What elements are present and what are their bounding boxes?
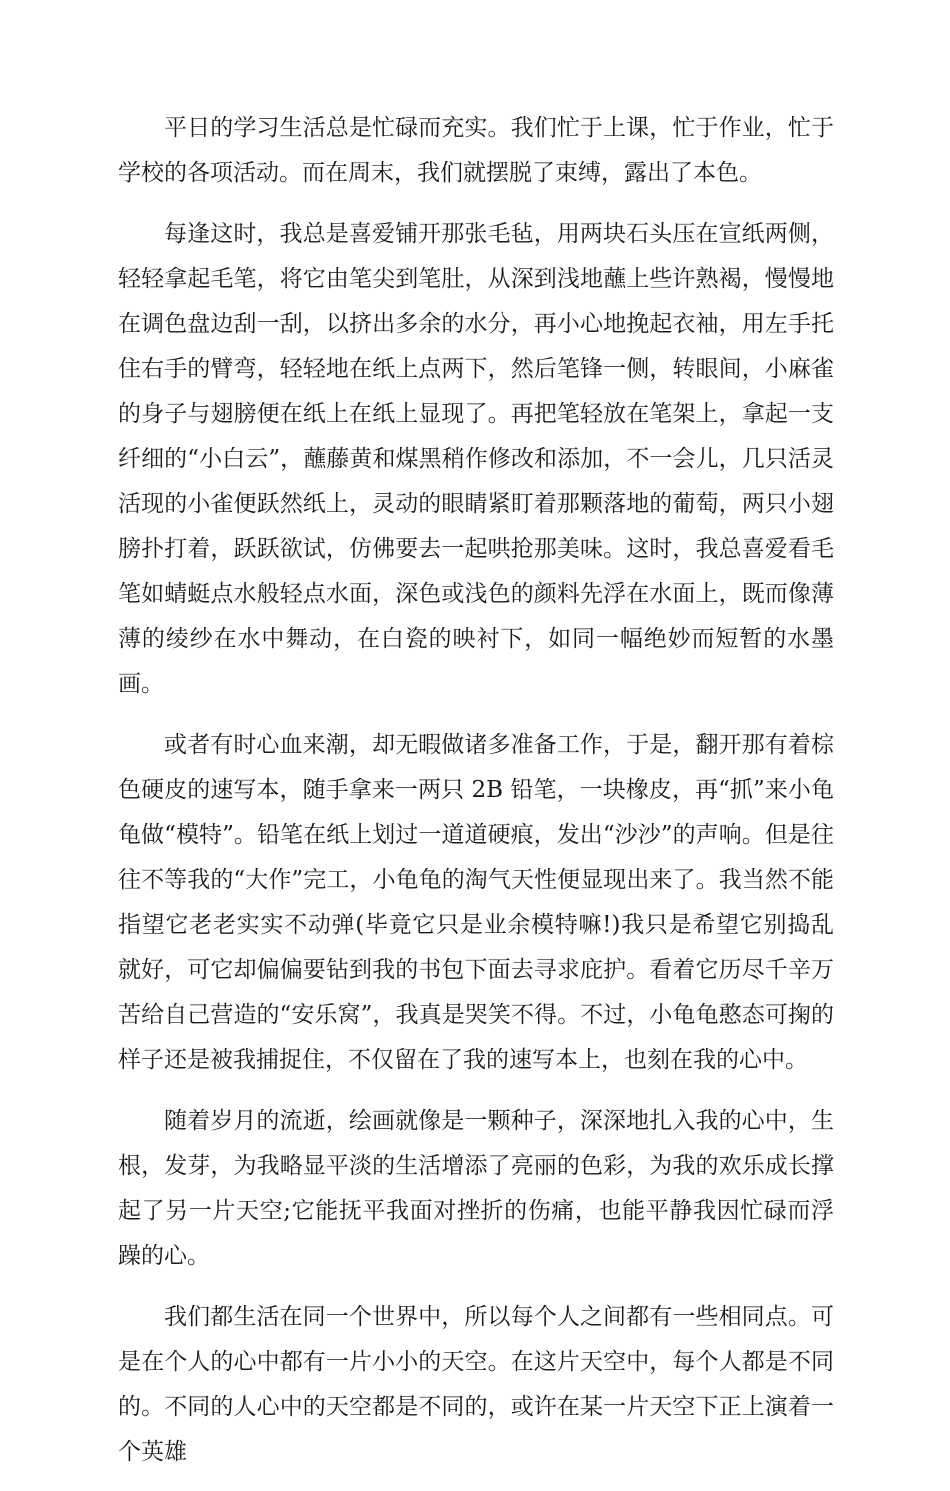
paragraph: 或者有时心血来潮，却无暇做诸多准备工作，于是，翻开那有着棕色硬皮的速写本，随手拿来一两只 2B 铅笔，一块橡皮，再“抓”来小龟龟做“模特”。铅笔在纸上划过一道道硬痕，发出“沙沙”的声响。但是往往不等我的“大作”完工，小龟龟的淘气天性便显现出来了。我当然不能指望它老老实实不动弹(毕竟它只是业余模特嘛!)我只是希望它别捣乱就好，可它却偏偏要钻到我的书包下面去寻求庇护。看着它历尽千辛万苦给自己营造的“安乐窝”，我真是哭笑不得。不过，小龟龟憨态可掬的样子还是被我捕捉住，不仅留在了我的速写本上，也刻在我的心中。: [118, 732, 834, 1073]
paragraph: 随着岁月的流逝，绘画就像是一颗种子，深深地扎入我的心中，生根，发芽，为我略显平淡的生活增添了亮丽的色彩，为我的欢乐成长撑起了另一片天空;它能抚平我面对挫折的伤痛，也能平静我因忙碌而浮躁的心。: [118, 1108, 834, 1269]
paragraph: 平日的学习生活总是忙碌而充实。我们忙于上课，忙于作业，忙于学校的各项活动。而在周末，我们就摆脱了束缚，露出了本色。: [118, 115, 834, 186]
paragraph: 我们都生活在同一个世界中，所以每个人之间都有一些相同点。可是在个人的心中都有一片小小的天空。在这片天空中，每个人都是不同的。不同的人心中的天空都是不同的，或许在某一片天空下正上演着一个英雄: [118, 1304, 834, 1465]
paragraph: 每逢这时，我总是喜爱铺开那张毛毡，用两块石头压在宣纸两侧，轻轻拿起毛笔，将它由笔尖到笔肚，从深到浅地蘸上些许熟褐，慢慢地在调色盘边刮一刮，以挤出多余的水分，再小心地挽起衣袖，用左手托住右手的臂弯，轻轻地在纸上点两下，然后笔锋一侧，转眼间，小麻雀的身子与翅膀便在纸上在纸上显现了。再把笔轻放在笔架上，拿起一支纤细的“小白云”，蘸藤黄和煤黑稍作修改和添加，不一会儿，几只活灵活现的小雀便跃然纸上，灵动的眼睛紧盯着那颗落地的葡萄，两只小翅膀扑打着，跃跃欲试，仿佛要去一起哄抢那美味。这时，我总喜爱看毛笔如蜻蜓点水般轻点水面，深色或浅色的颜料先浮在水面上，既而像薄薄的绫纱在水中舞动，在白瓷的映衬下，如同一幅绝妙而短暂的水墨画。: [118, 221, 834, 697]
document-body: [118, 106, 834, 1491]
